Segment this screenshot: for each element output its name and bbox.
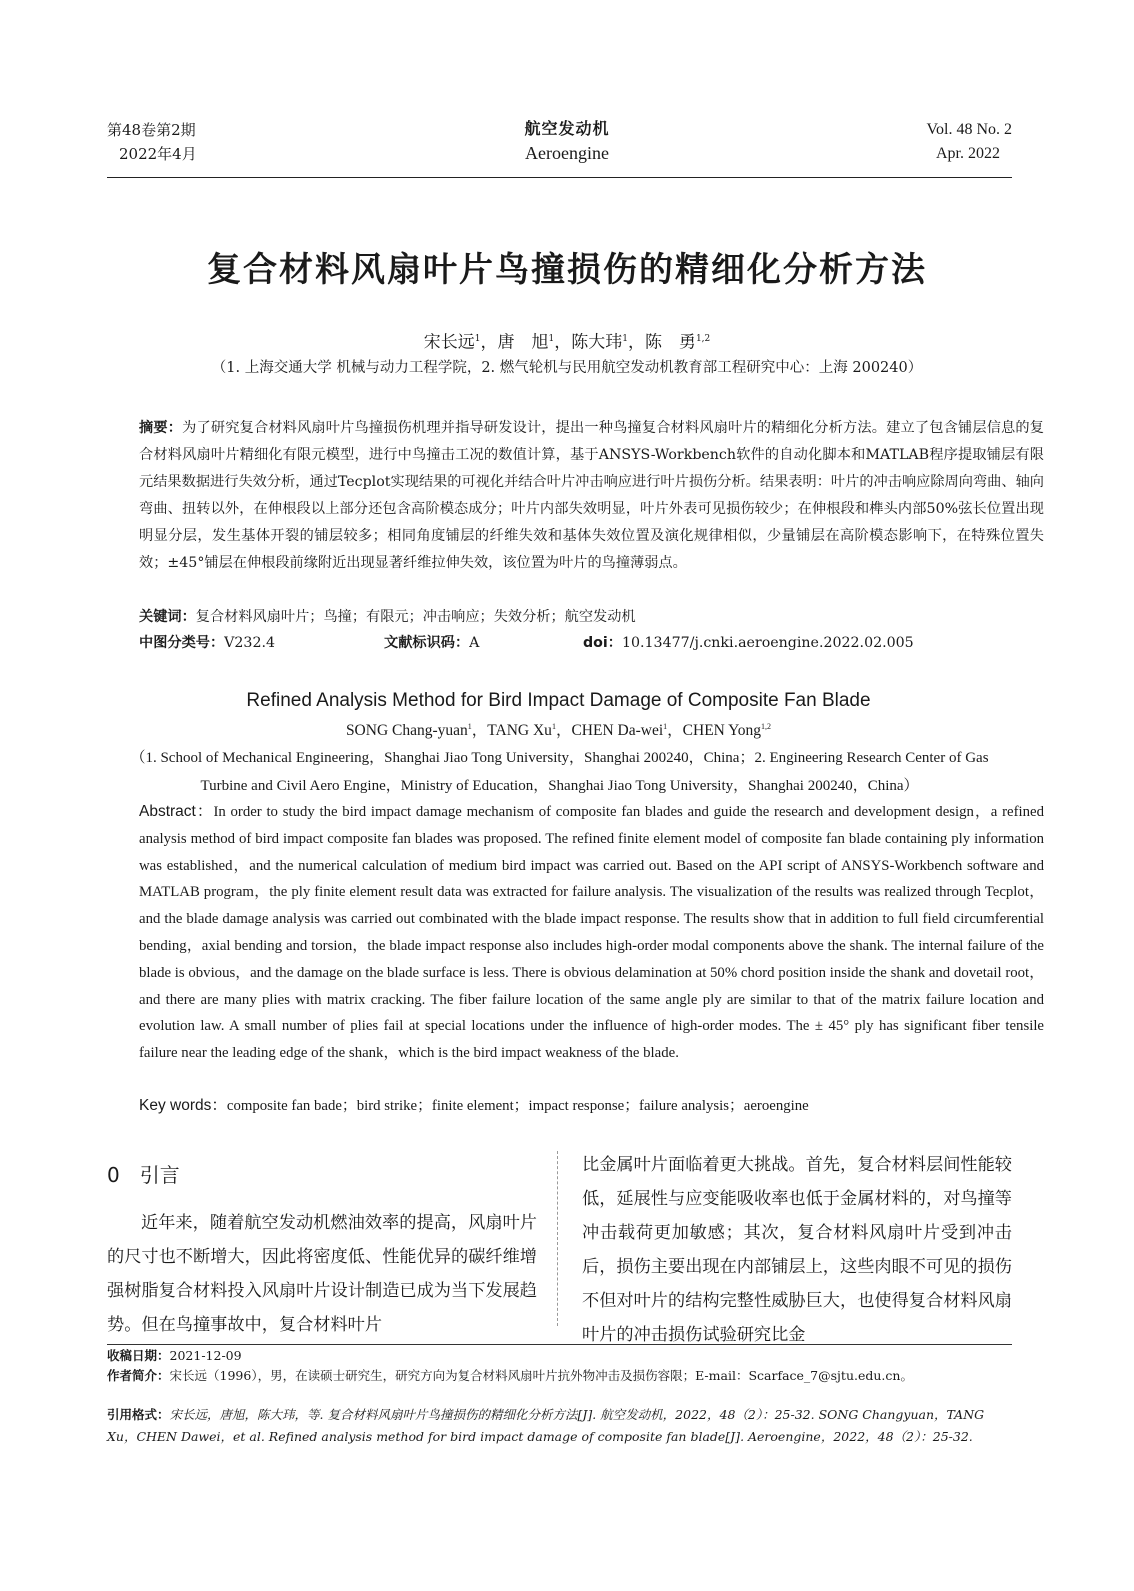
issue-date-en: Apr. 2022 [936,145,1000,162]
doc-code-value: A [469,635,480,651]
document-code [384,631,479,655]
header-rule [107,177,1012,178]
author-name: 陈 勇 [644,332,696,353]
author-name-en: CHEN Yong [682,722,762,740]
author-affil-mark-en: 1 [551,722,556,731]
abstract-cn-label: 摘要： [139,420,183,436]
author-list: 宋长远$^1$，唐 旭$^1$，陈大玮$^1$，陈 勇$^{1,2}$ [423,332,711,353]
author-bio [107,1366,1012,1386]
keywords-en-text: composite fan bade；bird strike；finite element；impact response；failure analysis；aeroengine [226,1098,809,1114]
author-affil-mark: 1,2 [695,334,711,344]
doi-value: 10.13477/j.cnki.aeroengine.2022.02.005 [621,635,914,651]
affiliation: （1. 上海交通大学 机械与动力工程学院，2. 燃气轮机与民用航空发动机教育部工程研究中心：上海 200240） [211,360,923,376]
author-affil-mark: 1 [622,334,628,344]
column-divider [557,1151,558,1326]
section-heading [107,1160,180,1190]
author-list-en: SONG Chang-yuan$^1$，TANG Xu$^1$，CHEN Da-wei$^1$，CHEN Yong$^{1,2}$ [345,722,772,740]
affiliation-en: （1. School of Mechanical Engineering，Shanghai Jiao Tong University，Shanghai 200240，China；2. Engineering Research Center of Gas Turbine and Civil Aero Engine，Ministry of Education，Shanghai Jiao Tong University，Shanghai 200240，China） [130,750,989,794]
author-affil-mark: 1 [474,334,481,344]
cite-value: 宋长远，唐旭，陈大玮，等. 复合材料风扇叶片鸟撞损伤的精细化分析方法[J]. 航空发动机，2022，48（2）：25-32. SONG Changyuan，TANG Xu，CHEN Dawei，et al. Refined analysis method for bird impact damage of composite fan blade[J]. Aeroengine，2022，48（2）：25-32. [107,1407,985,1444]
paper-title: 复合材料风扇叶片鸟撞损伤的精细化分析方法 [207,250,927,290]
received-label: 收稿日期： [107,1348,170,1363]
author-affil-mark-en: 1,2 [761,722,772,731]
clc-value: V232.4 [224,635,276,651]
author-name-en: SONG Chang-yuan [345,722,468,740]
author-name: 宋长远 [423,332,475,353]
abstract-en-label: Abstract： [139,803,214,820]
volume-issue-en: Vol. 48 No. 2 [926,121,1012,138]
abstract-en [107,799,1044,1067]
doi-label: doi： [583,635,622,651]
paper-title-en: Refined Analysis Method for Bird Impact Damage of Composite Fan Blade [246,690,871,711]
body-text-right: 比金属叶片面临着更大挑战。首先，复合材料层间性能较低，延展性与应变能吸收率也低于金属材料的，对鸟撞等冲击载荷更加敏感；其次，复合材料风扇叶片受到冲击后，损伤主要出现在内部铺层上，这些肉眼不可见的损伤不但对叶片的结构完整性威胁巨大，也使得复合材料风扇叶片的冲击损伤试验研究比金 [582,1155,1012,1345]
author-affil-mark-en: 1 [663,722,668,731]
body-column-left [107,1206,537,1342]
clc-label: 中图分类号： [139,635,225,651]
abstract-cn-text: 为了研究复合材料风扇叶片鸟撞损伤机理并指导研发设计，提出一种鸟撞复合材料风扇叶片的精细化分析方法。建立了包含铺层信息的复合材料风扇叶片精细化有限元模型，进行中鸟撞击工况的数值计算，基于ANSYS-Workbench软件的自动化脚本和MATLAB程序提取铺层有限元结果数据进行失效分析，通过Tecplot实现结果的可视化并结合叶片冲击响应进行叶片损伤分析。结果表明：叶片的冲击响应除周向弯曲、轴向弯曲、扭转以外，在伸根段以上部分还包含高阶模态成分；叶片内部失效明显，叶片外表可见损伤较少；在伸根段和榫头内部50%弦长位置出现明显分层，发生基体开裂的铺层较多；相同角度铺层的纤维失效和基体失效位置及演化规律相似，少量铺层在高阶模态影响下，在特殊位置失效；±45°铺层在伸根段前缘附近出现显著纤维拉伸失效，该位置为叶片的鸟撞薄弱点。 [139,420,1044,571]
section-title: 引言 [139,1163,180,1187]
citation-format [107,1404,1012,1448]
author-affil-mark-en: 1 [467,722,472,731]
author-name-en: TANG Xu [487,722,552,740]
author-name-en: CHEN Da-wei [571,722,664,740]
body-text-left: 近年来，随着航空发动机燃油效率的提高，风扇叶片的尺寸也不断增大，因此将密度低、性能优异的碳纤维增强树脂复合材料投入风扇叶片设计制造已成为当下发展趋势。但在鸟撞事故中，复合材料叶片 [107,1213,537,1335]
journal-name-cn: 航空发动机 [524,119,610,138]
issue-date: 2022年4月 [119,145,197,163]
volume-issue: 第48卷第2期 [107,121,196,139]
received-date [107,1346,1012,1366]
footnote-rule [107,1344,1012,1345]
doc-code-label: 文献标识码： [384,635,470,651]
journal-issue-info-en [880,118,1012,166]
keywords-en [139,1094,1012,1118]
abstract-en-text: In order to study the bird impact damage mechanism of composite fan blades and guide the research and development design，a refined analysis method of bird impact composite fan blades was proposed. The refined finite element model of composite fan blade containing ply information was established，and the numerical calculation of medium bird impact was carried out. Based on the API script of ANSYS-Workbench software and MATLAB program，the ply finite element result data was extracted for failure analysis. The visualization of the results was realized through Tecplot，and the blade damage analysis was carried out combinated with the blade impact response. The results show that in addition to full field circumferential bending，axial bending and torsion，the blade impact response also includes high-order modal components above the shank. The internal failure of the blade is obvious，and the damage on the blade surface is less. There is obvious delamination at 50% chord position inside the shank and dovetail root，and there are many plies with matrix cracking. The fiber failure location of the same angle ply are similar to that of the matrix failure location and evolution law. A small number of plies fail at special locations under the influence of high-order modes. The ± 45° ply has significant fiber tensile failure near the leading edge of the shank，which is the bird impact weakness of the blade. [139,804,1044,1062]
author-name: 唐 旭 [497,332,549,353]
journal-name-en: Aeroengine [525,143,609,163]
bio-label: 作者简介： [107,1368,170,1383]
doi [583,631,914,655]
clc-number [139,631,275,655]
keywords-en-label: Key words： [139,1097,227,1114]
abstract-cn [107,415,1044,577]
cite-label: 引用格式： [107,1407,170,1422]
body-column-right [582,1148,1012,1352]
section-number: 0 [107,1163,120,1187]
received-value: 2021-12-09 [169,1348,242,1363]
keywords-cn [139,605,1012,629]
author-name: 陈大玮 [571,332,623,353]
bio-value: 宋长远（1996），男，在读硕士研究生，研究方向为复合材料风扇叶片抗外物冲击及损伤容限；E-mail：Scarface_7@sjtu.edu.cn。 [169,1368,913,1383]
keywords-cn-label: 关键词： [139,609,196,625]
author-affil-mark: 1 [548,334,555,344]
keywords-cn-text: 复合材料风扇叶片；鸟撞；有限元；冲击响应；失效分析；航空发动机 [195,609,636,625]
